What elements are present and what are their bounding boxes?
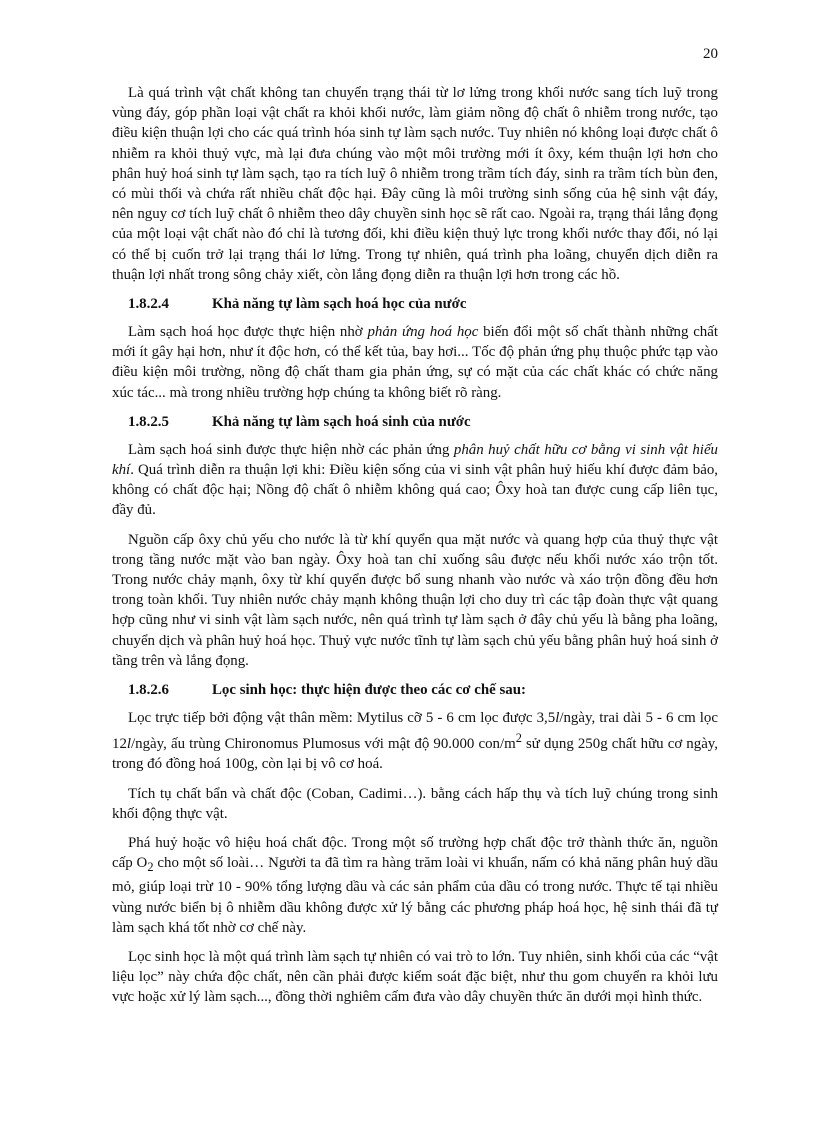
paragraph-conclusion: Lọc sinh học là một quá trình làm sạch tự nhiên có vai trò to lớn. Tuy nhiên, sinh khối của các “vật liệu lọc” này chứa độc chất, nên cần phải được kiểm soát đặc biệt, như thu gom chuyển ra khỏi lưu vực hoặc xử lý làm sạch..., đồng thời nghiêm cấm đưa vào dây chuyền thức ăn dưới mọi hình thức.	[112, 949, 718, 1006]
section-number: 1.8.2.4	[128, 296, 169, 313]
section-heading-biochemical	[112, 412, 718, 432]
paragraph-chemical	[112, 322, 718, 403]
paragraph-accumulation: Tích tụ chất bẩn và chất độc (Coban, Cadimi…). bằng cách hấp thụ và tích luỹ chúng trong sinh khối động thực vật.	[112, 785, 718, 822]
text-run: cho một số loài… Người ta đã tìm ra hàng trăm loài vi khuẩn, nấm có khả năng phân huỷ dầu mỏ, giúp loại trừ 10 - 90% tổng lượng dầu và các sản phẩm của dầu có trong nước. Thực tế tại nhiều vùng nước biển bị ô nhiễm dầu không được xử lý bằng các phương pháp hoá học, hệ sinh thái đã tự làm sạch khá tốt nhờ cơ chế này.	[112, 855, 719, 936]
text-run: Lọc trực tiếp bởi động vật thân mềm: Mytilus cỡ 5 - 6 cm lọc được 3,5	[128, 710, 556, 727]
text-run: . Quá trình diễn ra thuận lợi khi: Điều kiện sống của vi sinh vật phân huỷ hiếu khí được đảm bảo, không có chất độc hại; Nồng độ chất ô nhiễm không quá cao; Ôxy hoà tan được cung cấp liên tục, đầy đủ.	[112, 462, 718, 519]
paragraph-sedimentation: Là quá trình vật chất không tan chuyển trạng thái từ lơ lửng trong khối nước sang tích luỹ trong vùng đáy, góp phần loại vật chất ra khỏi khối nước, làm giảm nồng độ chất ô nhiễm trong nước, tạo điều kiện thuận lợi cho các quá trình hóa sinh tự làm sạch nước. Tuy nhiên nó không loại được chất ô nhiễm ra khỏi thuỷ vực, mà lại đưa chúng vào một môi trường mới ít ôxy, kém thuận lợi hơn cho phân huỷ hoá sinh tự làm sạch, tạo ra tích luỹ ô nhiễm trong trầm tích đáy, sinh ra trầm tích bùn đen, có mùi thối và chứa rất nhiều chất độc hại. Đây cũng là môi trường sinh sống của hệ sinh vật đáy, nên nguy cơ tích luỹ chất ô nhiễm theo dây chuyền sinh học sẽ rất cao. Ngoài ra, trạng thái lắng đọng của một loại vật chất nào đó chỉ là tương đối, khi điều kiện thuỷ lực trong khối nước thay đổi, nó lại có thể bị cuốn trở lại trạng thái lơ lửng. Trong tự nhiên, quá trình pha loãng, chuyển dịch diễn ra thuận lợi nhất trong sông chảy xiết, còn lắng đọng diễn ra thuận lợi hơn trong các hồ.	[112, 85, 718, 283]
section-title: Khả năng tự làm sạch hoá học của nước	[212, 296, 467, 313]
section-title: Lọc sinh học: thực hiện được theo các cơ chế sau:	[212, 682, 526, 699]
liter-unit: l	[126, 736, 132, 753]
section-title: Khả năng tự làm sạch hoá sinh của nước	[212, 413, 471, 430]
section-number: 1.8.2.6	[128, 682, 169, 699]
emphasis-text: phân huỷ chất hữu cơ bằng vi sinh vật hiếu khí	[112, 441, 718, 479]
subscript: 2	[147, 860, 154, 875]
emphasis-text: phản ứng hoá học	[367, 324, 479, 341]
text-run: Làm sạch hoá học được thực hiện nhờ	[128, 324, 368, 341]
text-run: biến đổi một số chất thành những chất mới ít gây hại hơn, như ít độc hơn, có thể kết tủa, bay hơi... Tốc độ phản ứng phụ thuộc phức tạp vào điều kiện môi trường, nồng độ chất tham gia phản ứng, sự có mặt của các chất khác có chức năng xúc tác... mà trong nhiều trường hợp chúng ta không biết rõ ràng.	[112, 324, 718, 401]
paragraph-direct-filtration	[112, 708, 718, 775]
section-number: 1.8.2.5	[128, 413, 169, 430]
text-run: /ngày, ấu trùng Chironomus Plumosus với mật độ 90.000 con/m	[131, 736, 516, 753]
liter-unit: l	[555, 710, 560, 727]
superscript: 2	[515, 731, 522, 746]
text-run: sử dụng 250g chất hữu cơ ngày, trong đó đồng hoá 100g, còn lại bị vô cơ hoá.	[112, 736, 719, 773]
section-heading-chemical	[112, 294, 718, 314]
text-run: Phá huỷ hoặc vô hiệu hoá chất độc. Trong một số trường hợp chất độc trở thành thức ăn, nguồn cấp O	[112, 835, 718, 872]
document-body	[112, 83, 718, 1017]
paragraph-biochemical	[112, 440, 718, 521]
paragraph-detoxification	[112, 833, 718, 938]
text-run: /ngày, trai dài 5 - 6 cm lọc 12	[112, 710, 718, 753]
text-run: Làm sạch hoá sinh được thực hiện nhờ các phản ứng	[128, 441, 454, 458]
paragraph-oxygen-supply: Nguồn cấp ôxy chủ yếu cho nước là từ khí quyển qua mặt nước và quang hợp của thuỷ thực vật trong tầng nước mặt vào ban ngày. Ôxy hoà tan chỉ xuống sâu được nếu khối nước xáo trộn tốt. Trong nước chảy mạnh, ôxy từ khí quyển được bổ sung nhanh vào nước và xáo trộn đồng đều hơn trong toàn khối. Tuy nhiên nước chảy mạnh không thuận lợi cho duy trì các tập đoàn thực vật quang hợp cũng như vi sinh vật làm sạch nước, nên quá trình tự làm sạch ở đây chủ yếu là bằng pha loãng, chuyển dịch và phân huỷ hoá học. Thuỷ vực nước tĩnh tự làm sạch chủ yếu bằng phân huỷ hoá sinh ở tầng trên và lắng đọng.	[112, 531, 718, 669]
page-number: 20	[703, 46, 718, 62]
section-heading-biofiltration	[112, 680, 718, 700]
